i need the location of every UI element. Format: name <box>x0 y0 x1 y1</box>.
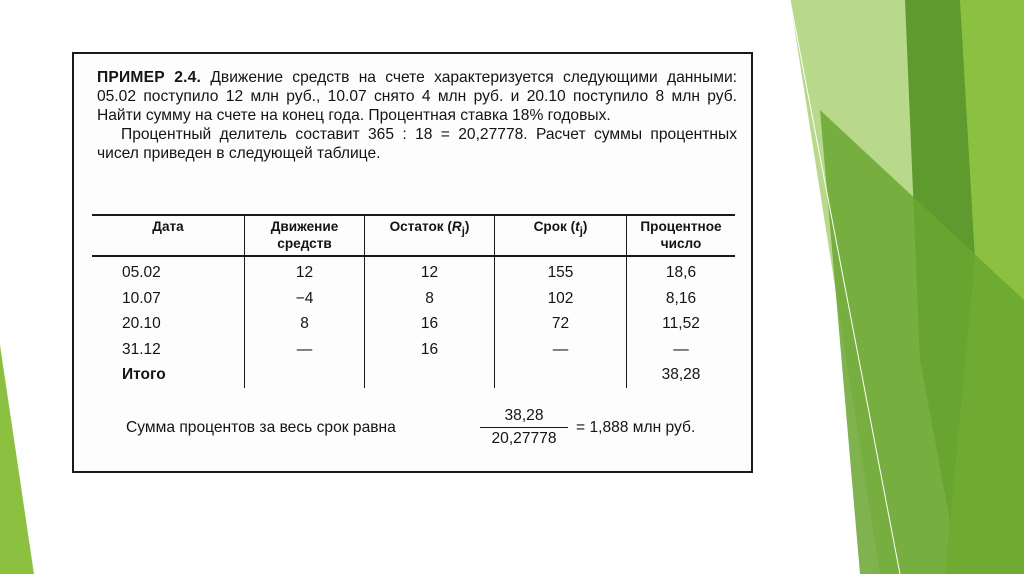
header-movement: Движение средств <box>245 215 365 256</box>
fraction-numerator: 38,28 <box>504 407 544 424</box>
summary-lead: Сумма процентов за весь срок равна <box>126 419 396 436</box>
table-row <box>92 311 735 337</box>
problem-body: Движение средств на счете характеризуется следующими данными: 05.02 поступило 12 млн руб., 10.07 снято 4 млн руб. и 20.10 поступило 8 млн руб. Найти сумму на счете на конец года. Процентная ставка 18% годовых. <box>97 69 737 124</box>
cell-total-label: Итого <box>122 366 166 383</box>
header-term: Срок $(t_j)$ <box>495 215 627 256</box>
cell-term: 102 <box>495 286 627 312</box>
header-percent-number: Процентное число <box>627 215 736 256</box>
cell-term: — <box>495 337 627 363</box>
summary-result: = 1,888 млн руб. <box>576 419 696 436</box>
cell-movement: 8 <box>245 311 365 337</box>
example-label: ПРИМЕР 2.4. <box>97 69 202 86</box>
cell-balance <box>365 362 495 388</box>
cell-balance: 8 <box>365 286 495 312</box>
cell-date: 05.02 <box>122 264 161 281</box>
summary-fraction <box>480 406 568 449</box>
textbook-excerpt <box>72 52 753 473</box>
cell-date: 31.12 <box>122 340 161 358</box>
cell-movement <box>245 362 365 388</box>
cell-movement: −4 <box>245 286 365 312</box>
summary-formula <box>126 406 746 450</box>
cell-percent-number: — <box>627 337 736 363</box>
cell-balance: 16 <box>365 337 495 363</box>
table-row <box>92 337 735 363</box>
interest-table <box>92 214 735 388</box>
header-date: Дата <box>92 215 245 256</box>
cell-movement: — <box>245 337 365 363</box>
cell-term <box>495 362 627 388</box>
fraction-denominator: 20,27778 <box>491 430 557 447</box>
fraction-bar <box>480 427 568 428</box>
cell-date: 20.10 <box>122 315 161 332</box>
cell-total-value: 38,28 <box>627 362 736 388</box>
cell-percent-number: 18,6 <box>627 256 736 286</box>
cell-balance: 16 <box>365 311 495 337</box>
table-header-row <box>92 215 735 256</box>
cell-term: 155 <box>495 256 627 286</box>
cell-term: 72 <box>495 311 627 337</box>
problem-statement <box>97 68 737 125</box>
header-balance: Остаток $(R_j)$ <box>365 215 495 256</box>
left-green-wedge <box>0 345 34 574</box>
cell-movement: 12 <box>245 256 365 286</box>
table-total-row <box>92 362 735 388</box>
cell-percent-number: 8,16 <box>627 286 736 312</box>
table-row <box>92 286 735 312</box>
solution-intro: Процентный делитель составит 365 : 18 = 20,27778. Расчет суммы процентных чисел приведен в следующей таблице. <box>97 126 737 162</box>
table-row <box>92 256 735 286</box>
cell-date: 10.07 <box>122 289 161 307</box>
problem-text <box>97 68 737 163</box>
cell-percent-number: 11,52 <box>627 311 736 337</box>
cell-balance: 12 <box>365 256 495 286</box>
